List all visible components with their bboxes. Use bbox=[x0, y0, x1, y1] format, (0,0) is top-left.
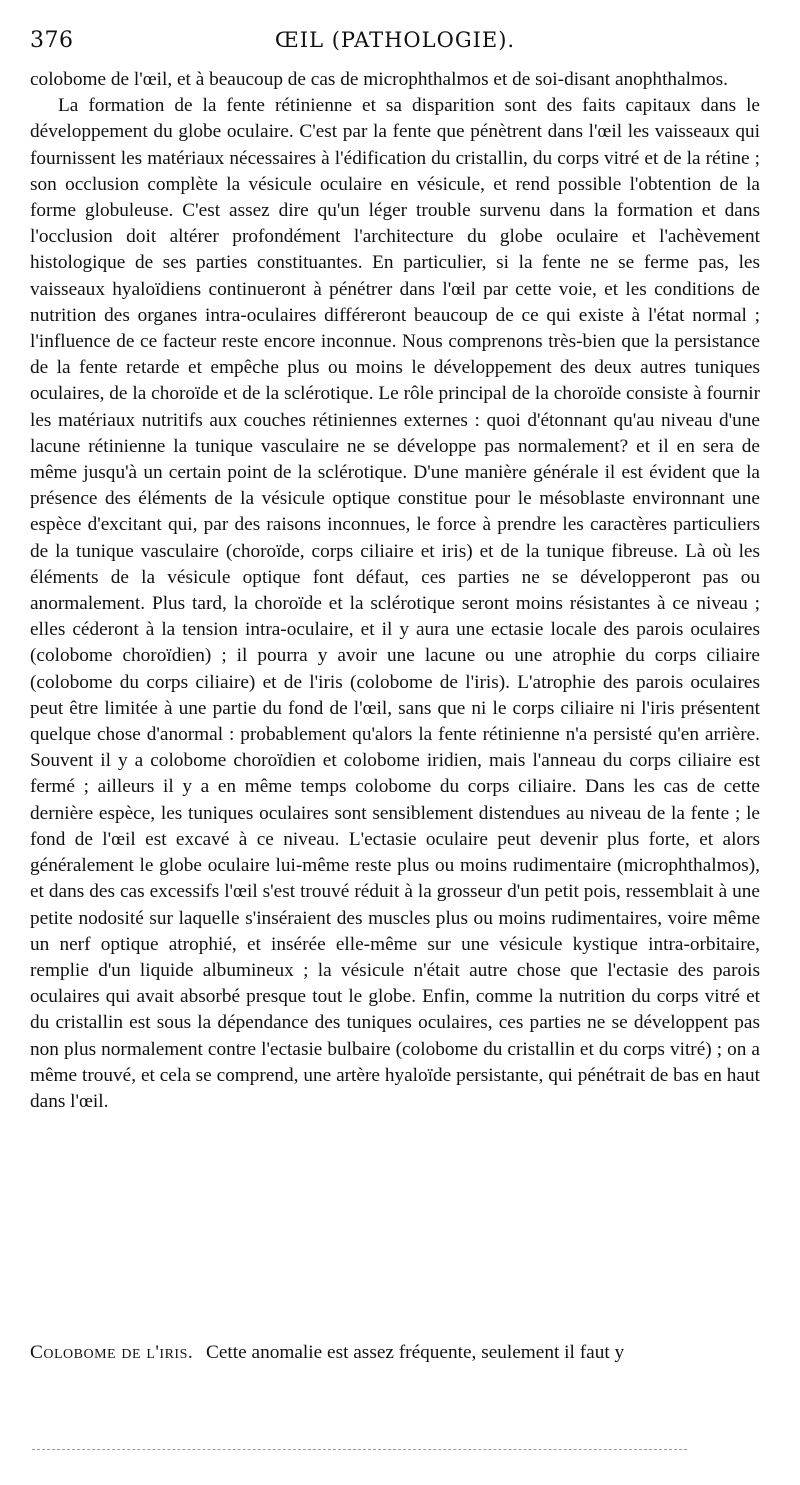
body-text bbox=[30, 67, 760, 1115]
page-number: 376 bbox=[30, 28, 74, 53]
paragraph-continuation: colobome de l'œil, et à beaucoup de cas de microphthalmos et de soi-disant anophthalmos. bbox=[30, 69, 728, 90]
footer-rule bbox=[32, 1449, 687, 1450]
running-title: ŒIL (PATHOLOGIE). bbox=[274, 28, 516, 52]
section-colobome-iris bbox=[30, 1340, 760, 1366]
section-heading: Colobome de l'iris. bbox=[30, 1342, 194, 1363]
section-text: Cette anomalie est assez fréquente, seulement il faut y bbox=[206, 1342, 625, 1363]
paragraph-main: La formation de la fente rétinienne et sa disparition sont des faits capitaux dans le développement du globe oculaire. C'est par la fente que pénètrent dans l'œil les vaisseaux qui fournissent les matériaux nécessaires à l'édification du cristallin, du corps vitré et de la rétine ; son occlusion complète la vésicule oculaire en vésicule, et rend possible l'obtention de la forme globuleuse. C'est assez dire qu'un léger trouble survenu dans la formation et dans l'occlusion doit altérer profondément l'architecture du globe oculaire et l'achèvement histologique de ses parties constituantes. En particulier, si la fente ne se ferme pas, les vaisseaux hyaloïdiens continueront à pénétrer dans l'œil par cette voie, et les conditions de nutrition des organes intra-oculaires différeront beaucoup de ce qui existe à l'état normal ; l'influence de ce facteur reste encore inconnue. Nous comprenons très-bien que la persistance de la fente retarde et empêche plus ou moins le développement des deux autres tuniques oculaires, de la choroïde et de la sclérotique. Le rôle principal de la choroïde consiste à fournir les matériaux nutritifs aux couches rétiniennes externes : quoi d'étonnant qu'au niveau d'une lacune rétinienne la tunique vasculaire ne se développe pas normalement? et il en sera de même jusqu'à un certain point de la sclérotique. D'une manière générale il est évident que la présence des éléments de la vésicule optique constitue pour le mésoblaste environnant une espèce d'excitant qui, par des raisons inconnues, le force à prendre les caractères particuliers de la tunique vasculaire (choroïde, corps ciliaire et iris) et de la tunique fibreuse. Là où les éléments de la vésicule optique font défaut, ces parties ne se développeront pas ou anormalement. Plus tard, la choroïde et la sclérotique seront moins résistantes à ce niveau ; elles céderont à la tension intra-oculaire, et il y aura une ectasie locale des parois oculaires (colobome choroïdien) ; il pourra y avoir une lacune ou une atrophie du corps ciliaire (colobome du corps ciliaire) et de l'iris (colobome de l'iris). L'atrophie des parois oculaires peut être limitée à une partie du fond de l'œil, sans que ni le corps ciliaire ni l'iris présentent quelque chose d'anormal : probablement qu'alors la fente rétinienne n'a persisté qu'en arrière. Souvent il y a colobome choroïdien et colobome iridien, mais l'anneau du corps ciliaire est fermé ; ailleurs il y a en même temps colobome du corps ciliaire. Dans les cas de cette dernière espèce, les tuniques oculaires sont sensiblement distendues au niveau de la fente ; le fond de l'œil est excavé à ce niveau. L'ectasie oculaire peut devenir plus forte, et alors généralement le globe oculaire lui-même reste plus ou moins rudimentaire (microphthalmos), et dans des cas excessifs l'œil s'est trouvé réduit à la grosseur d'un petit pois, ressemblait à une petite nodosité sur laquelle s'inséraient des muscles plus ou moins rudimentaires, voire même un nerf optique atrophié, et insérée elle-même sur une vésicule kystique intra-orbitaire, remplie d'un liquide albumineux ; la vésicule n'était autre chose que l'ectasie des parois oculaires qui avait absorbé presque tout le globe. Enfin, comme la nutrition du corps vitré et du cristallin est sous la dépendance des tuniques oculaires, ces parties ne se développent pas non plus normalement contre l'ectasie bulbaire (colobome du cristallin et du corps vitré) ; on a même trouvé, et cela se comprend, une artère hyaloïde persistante, qui pénétrait de bas en haut dans l'œil. bbox=[30, 95, 760, 1112]
page-header bbox=[30, 28, 760, 58]
